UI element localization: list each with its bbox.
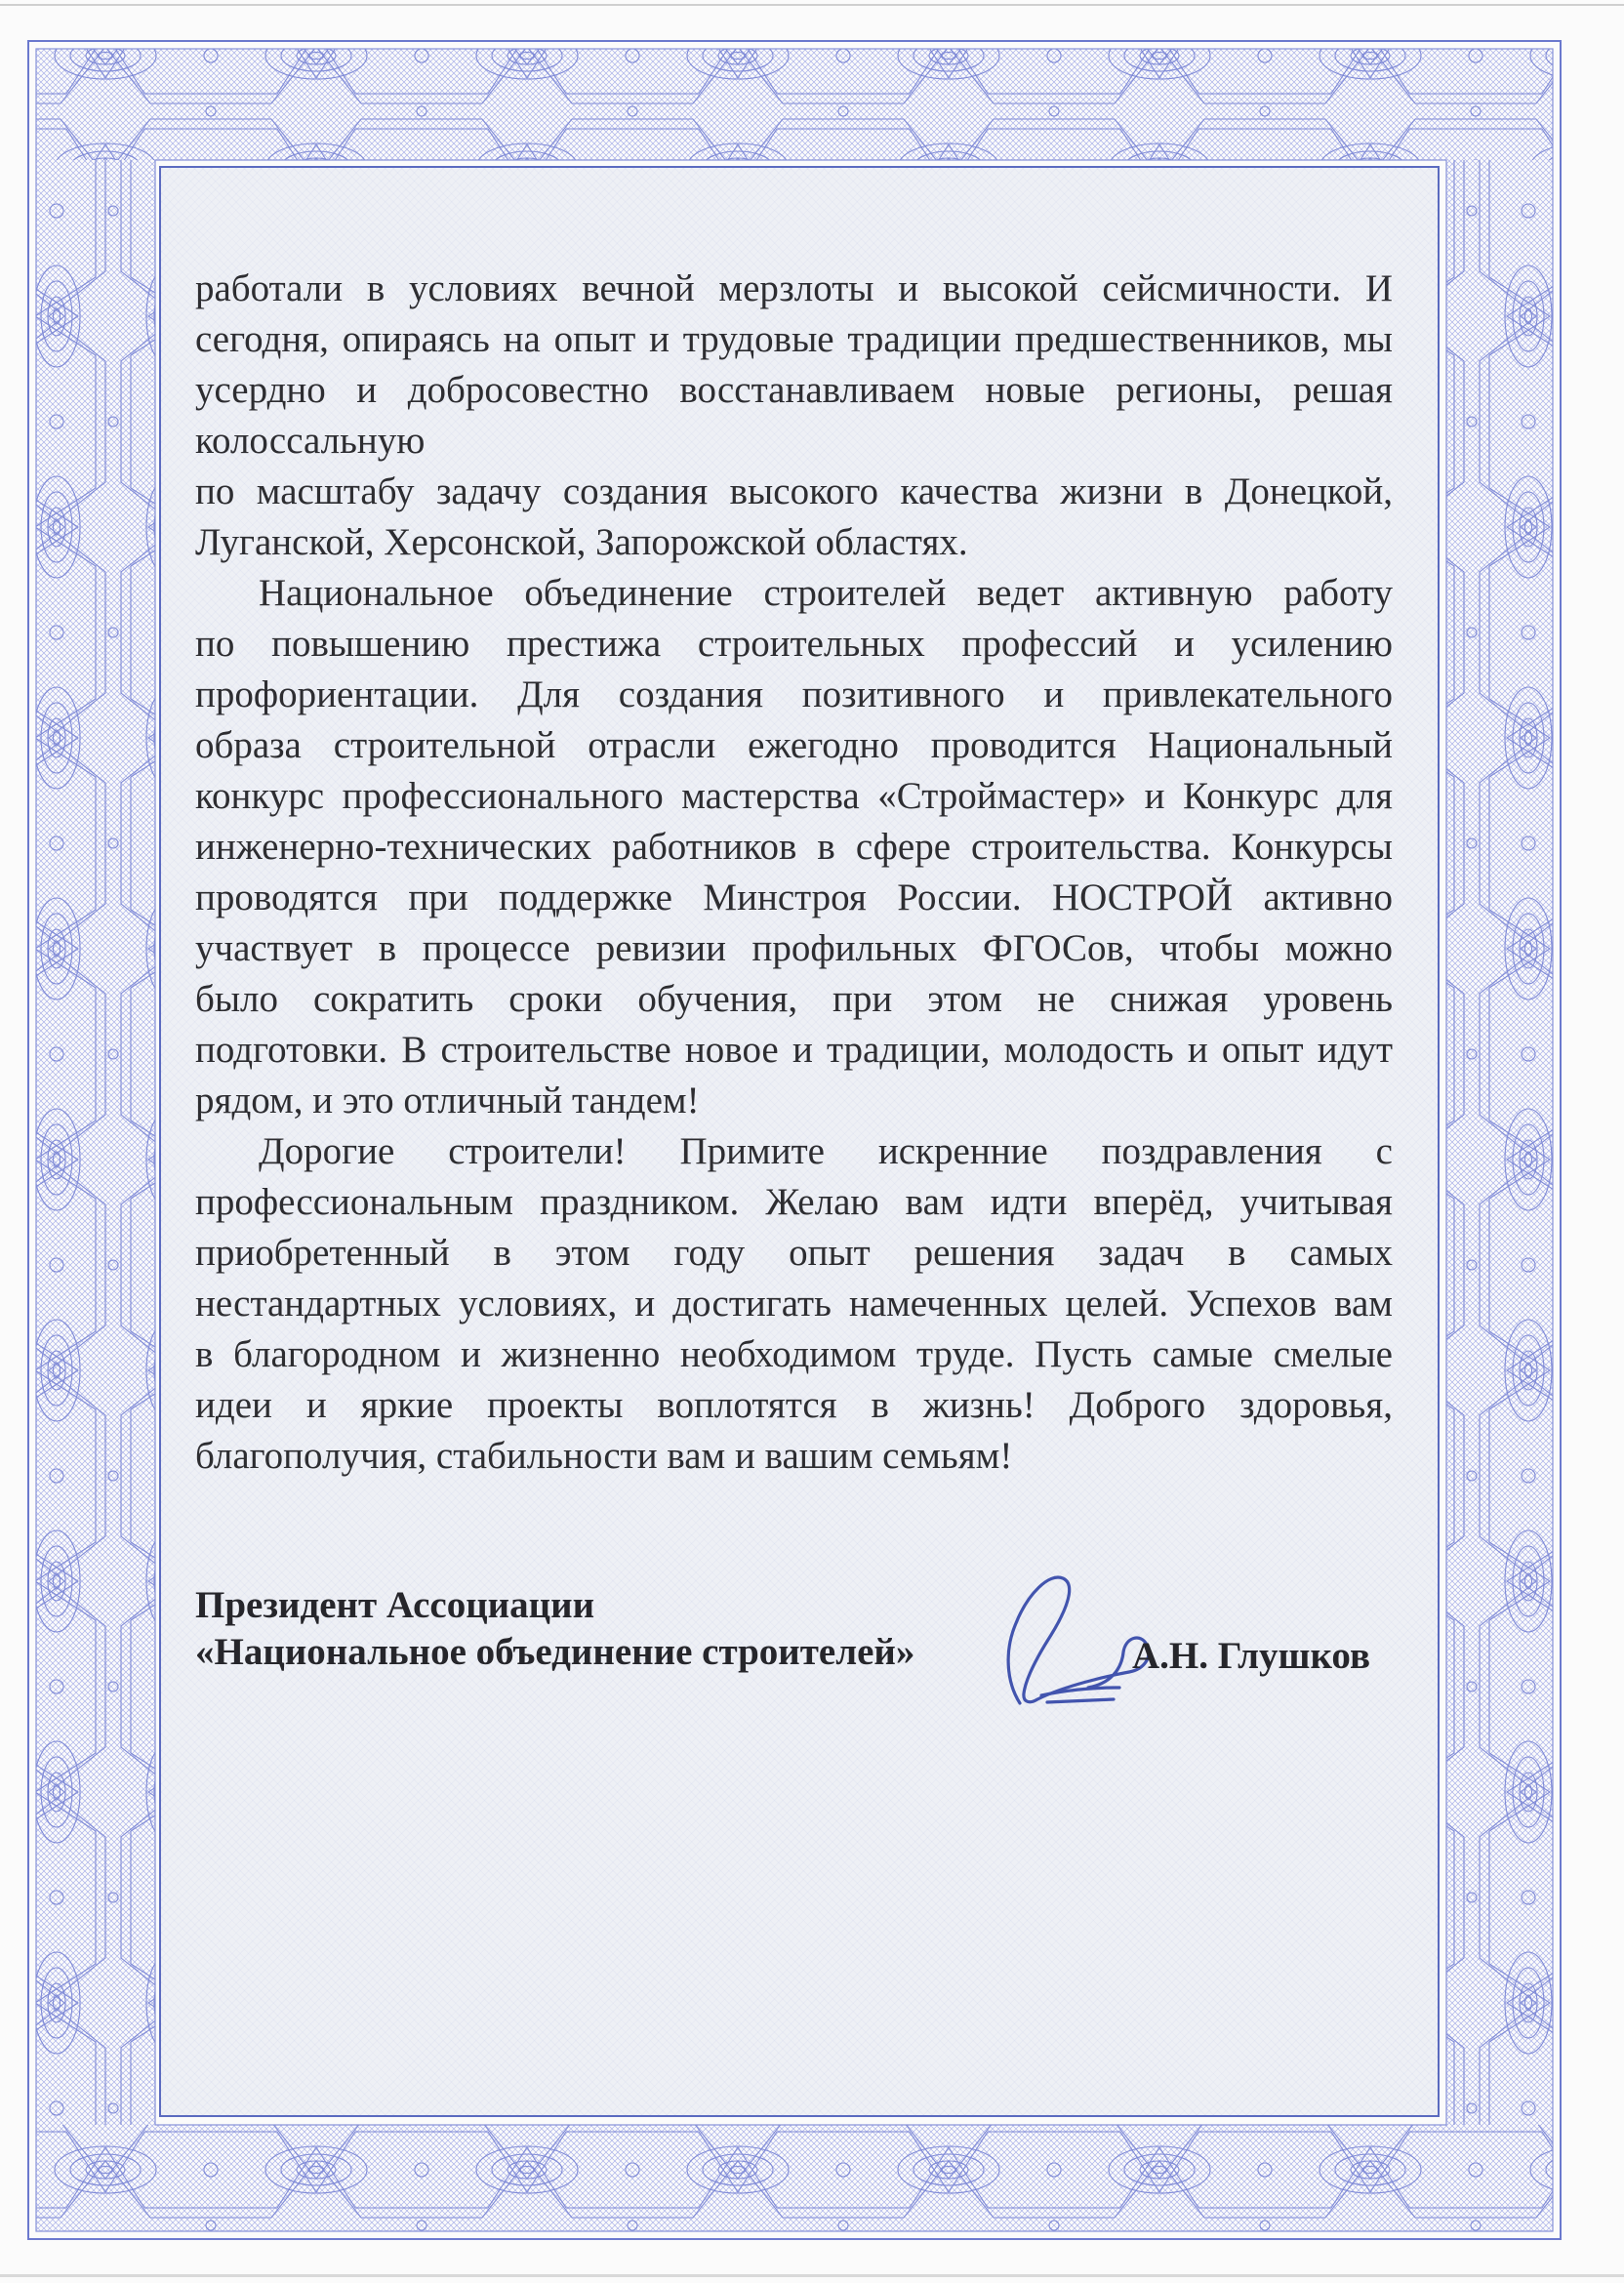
letter-line: идеи и яркие проекты воплотятся в жизнь! Доброго здоровья, [195,1384,1393,1426]
letter-line: подготовки. В строительстве новое и традиции, молодость и опыт идут [195,1029,1393,1071]
ink-signature-strokes [1008,1577,1149,1703]
letter-line: усердно и добросовестно восстанавливаем новые регионы, решая [195,369,1393,411]
signatory-title-line2: «Национальное объединение строителей» [195,1631,915,1673]
letter-line: участвует в процессе ревизии профильных ФГОСов, чтобы можно [195,927,1393,969]
letter-line: колоссальную [195,420,426,462]
letter-line: нестандартных условиях, и достигать намеченных целей. Успехов вам [195,1283,1393,1325]
letter-line: образа строительной отрасли ежегодно проводится Национальный [195,724,1393,766]
letter-line: благополучия, стабильности вам и вашим семьям! [195,1435,1013,1477]
letter-line: по повышению престижа строительных профессий и усилению [195,623,1393,665]
signature-block [195,1582,1393,1875]
letter-line: Луганской, Херсонской, Запорожской областях. [195,521,968,563]
letter-line: было сократить сроки обучения, при этом не снижая уровень [195,978,1393,1020]
content-area [159,166,1440,2117]
letter-line: работали в условиях вечной мерзлоты и высокой сейсмичности. И [195,267,1393,309]
letter-line: приобретенный в этом году опыт решения задач в самых [195,1232,1393,1274]
letter-line: конкурс профессионального мастерства «Строймастер» и Конкурс для [195,775,1393,817]
signatory-name: А.Н. Глушков [1132,1635,1371,1677]
letter-text [195,264,1393,1482]
letter-line: Национальное объединение строителей ведет активную работу [259,572,1393,614]
signatory-title-line1: Президент Ассоциации [195,1584,595,1626]
paragraph [195,264,1393,568]
letter-line: Дорогие строители! Примите искренние поздравления с [259,1130,1393,1172]
letter-line: по масштабу задачу создания высокого качества жизни в Донецкой, [195,470,1393,512]
letter-line: в благородном и жизненно необходимом труде. Пусть самые смелые [195,1333,1393,1375]
letter-line: сегодня, опираясь на опыт и трудовые традиции предшественников, мы [195,318,1393,360]
letter-line: профориентации. Для создания позитивного и привлекательного [195,673,1393,715]
letter-body [161,168,1438,2115]
letter-line: профессиональным праздником. Желаю вам идти вперёд, учитывая [195,1181,1393,1223]
paragraph [195,1126,1393,1482]
letter-line: рядом, и это отличный тандем! [195,1080,700,1121]
letter-line: проводятся при поддержке Минстроя России. НОСТРОЙ активно [195,877,1393,918]
paragraph [195,568,1393,1126]
letter-line: инженерно-технических работников в сфере строительства. Конкурсы [195,826,1393,868]
